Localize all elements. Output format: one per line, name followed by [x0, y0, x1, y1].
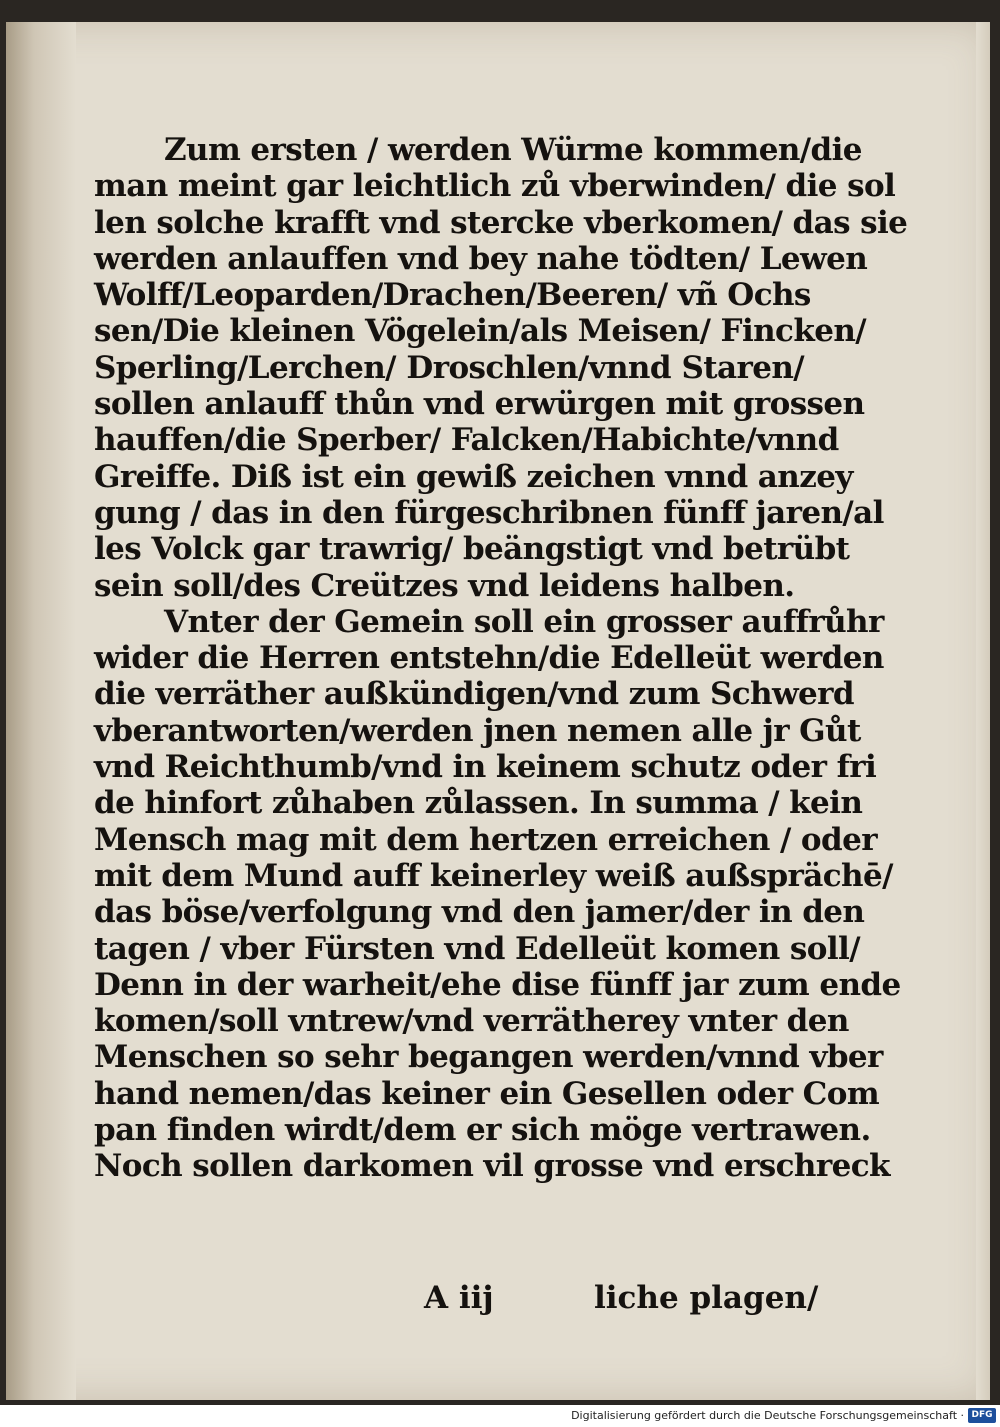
text-line: Greiffe. Diß ist ein gewiß zeichen vnnd anzey — [94, 458, 853, 495]
page-gutter-shadow — [6, 22, 76, 1400]
text-line: komen/soll vntrew/vnd verrätherey vnter den — [94, 1003, 849, 1040]
text-line: wider die Herren entstehn/die Edelleüt werden — [94, 640, 884, 677]
text-line: Noch sollen darkomen vil grosse vnd erschreck — [94, 1148, 890, 1185]
signature-mark: A iij — [424, 1280, 494, 1316]
book-page — [6, 22, 990, 1400]
text-line: les Volck gar trawrig/ beängstigt vnd betrübt — [94, 531, 850, 568]
text-line: vberantworten/werden jnen nemen alle jr Gůt — [94, 712, 861, 749]
text-line: pan finden wirdt/dem er sich möge vertrawen. — [94, 1112, 871, 1149]
text-line: hauffen/die Sperber/ Falcken/Habichte/vnnd — [94, 422, 839, 459]
text-line: sollen anlauff thůn vnd erwürgen mit grossen — [94, 386, 865, 423]
text-line: das böse/verfolgung vnd den jamer/der in den — [94, 894, 865, 931]
text-line: tagen / vber Fürsten vnd Edelleüt komen soll/ — [94, 930, 860, 967]
text-line: Mensch mag mit dem hertzen erreichen / oder — [94, 821, 877, 858]
text-line: Sperling/Lerchen/ Droschlen/vnnd Staren/ — [94, 349, 804, 386]
text-line: Vnter der Gemein soll ein grosser auffrůhr — [164, 603, 884, 640]
text-line: die verräther außkündigen/vnd zum Schwerd — [94, 676, 854, 713]
text-line: man meint gar leichtlich zů vberwinden/ die sol — [94, 168, 896, 205]
text-line: sen/Die kleinen Vögelein/als Meisen/ Fincken/ — [94, 313, 866, 350]
text-line: vnd Reichthumb/vnd in keinem schutz oder fri — [94, 749, 877, 786]
text-line: mit dem Mund auff keinerley weiß außsprächē/ — [94, 857, 893, 894]
text-line: len solche krafft vnd stercke vberkomen/ das sie — [94, 204, 908, 241]
text-line: gung / das in den fürgeschribnen fünff jaren/al — [94, 494, 884, 531]
page-edge — [976, 22, 990, 1400]
text-line: Menschen so sehr begangen werden/vnnd vber — [94, 1039, 883, 1076]
text-line: de hinfort zůhaben zůlassen. In summa / kein — [94, 785, 863, 822]
text-line: sein soll/des Creützes vnd leidens halben. — [94, 567, 795, 604]
text-line: Wolff/Leoparden/Drachen/Beeren/ vñ Ochs — [94, 277, 811, 314]
text-line: Zum ersten / werden Würme kommen/die — [164, 132, 862, 168]
body-text — [94, 132, 908, 1185]
text-line: hand nemen/das keiner ein Gesellen oder Com — [94, 1075, 880, 1112]
catchword: liche plagen/ — [594, 1280, 819, 1316]
text-line: Denn in der warheit/ehe dise fünff jar zum ende — [94, 966, 901, 1003]
digitization-credit: Digitalisierung gefördert durch die Deutsche Forschungsgemeinschaft · — [571, 1409, 964, 1422]
dfg-logo: DFG — [968, 1408, 996, 1423]
credit-bar — [0, 1405, 1000, 1427]
text-line: werden anlauffen vnd bey nahe tödten/ Lewen — [94, 240, 868, 277]
